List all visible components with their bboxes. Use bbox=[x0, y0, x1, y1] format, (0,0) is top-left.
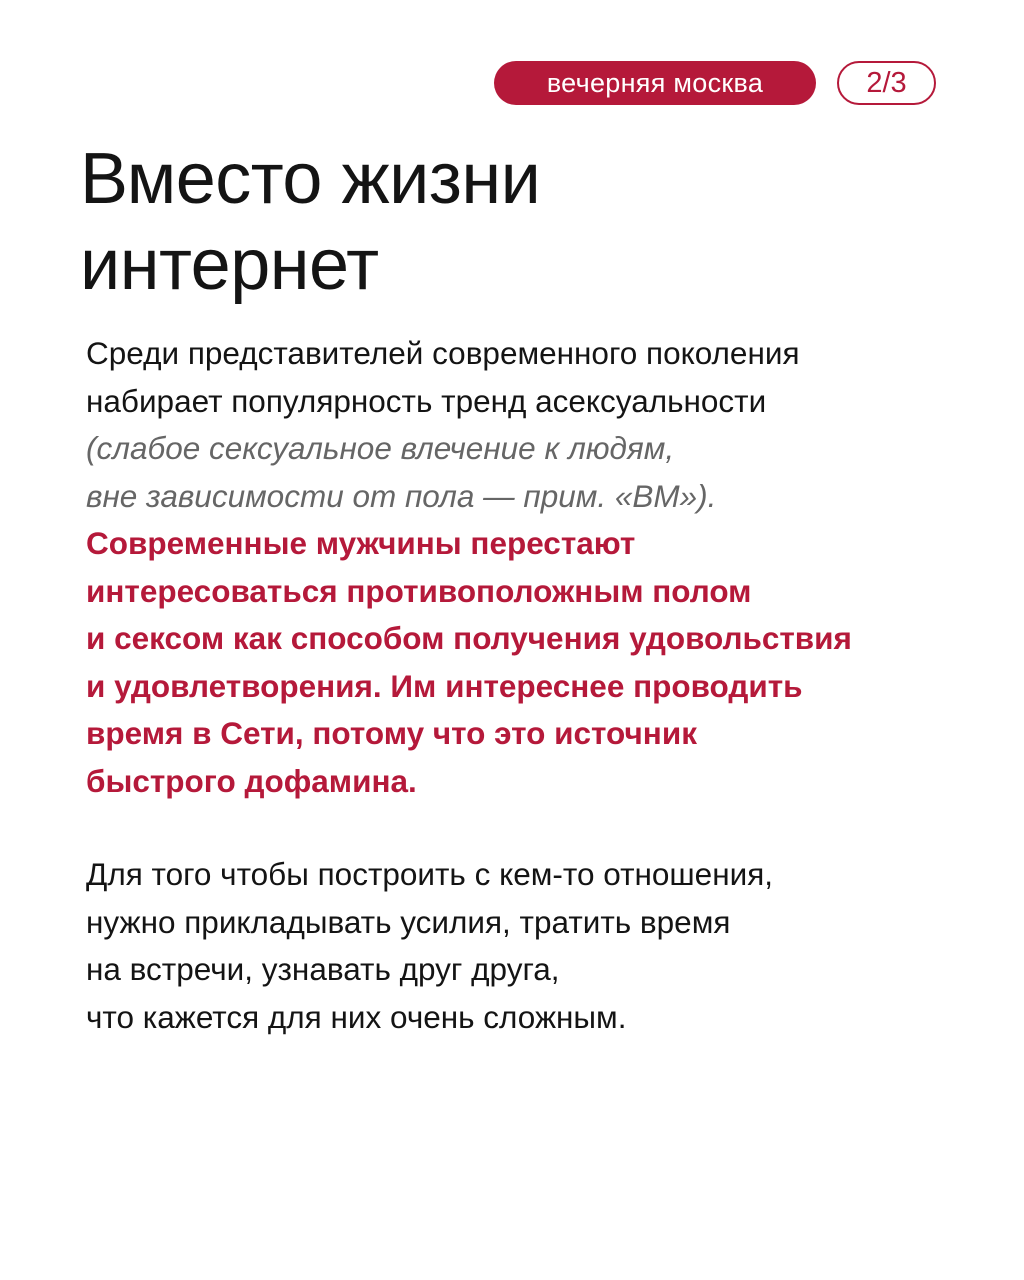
highlight-line: время в Сети, потому что это источник bbox=[86, 715, 697, 751]
editor-note-line: (слабое сексуальное влечение к людям, bbox=[86, 430, 675, 466]
paragraph-1 bbox=[86, 330, 976, 805]
highlight-line: быстрого дофамина. bbox=[86, 762, 417, 799]
page-title bbox=[80, 136, 540, 308]
text-line: на встречи, узнавать друг друга, bbox=[86, 951, 560, 987]
title-line: интернет bbox=[80, 225, 379, 305]
text-line: Для того чтобы построить с кем-то отношения, bbox=[86, 856, 774, 892]
brand-badge: вечерняя москва bbox=[494, 61, 816, 105]
highlight-line: интересоваться противоположным полом bbox=[86, 572, 752, 609]
highlight-line: Современные мужчины перестают bbox=[86, 525, 636, 561]
text-line: что кажется для них очень сложным. bbox=[86, 998, 627, 1035]
text-line: набирает популярность тренд асексуальности bbox=[86, 382, 767, 419]
page-indicator: 2/3 bbox=[837, 61, 936, 105]
title-line: Вместо жизни bbox=[80, 139, 541, 219]
highlight-line: и сексом как способом получения удовольствия bbox=[86, 620, 852, 656]
highlight-line: и удовлетворения. Им интереснее проводить bbox=[86, 667, 803, 704]
text-line: Среди представителей современного поколения bbox=[86, 335, 800, 371]
editor-note-line: вне зависимости от пола — прим. «ВМ»). bbox=[86, 477, 717, 514]
text-line: нужно прикладывать усилия, тратить время bbox=[86, 903, 731, 940]
paragraph-2 bbox=[86, 851, 976, 1041]
